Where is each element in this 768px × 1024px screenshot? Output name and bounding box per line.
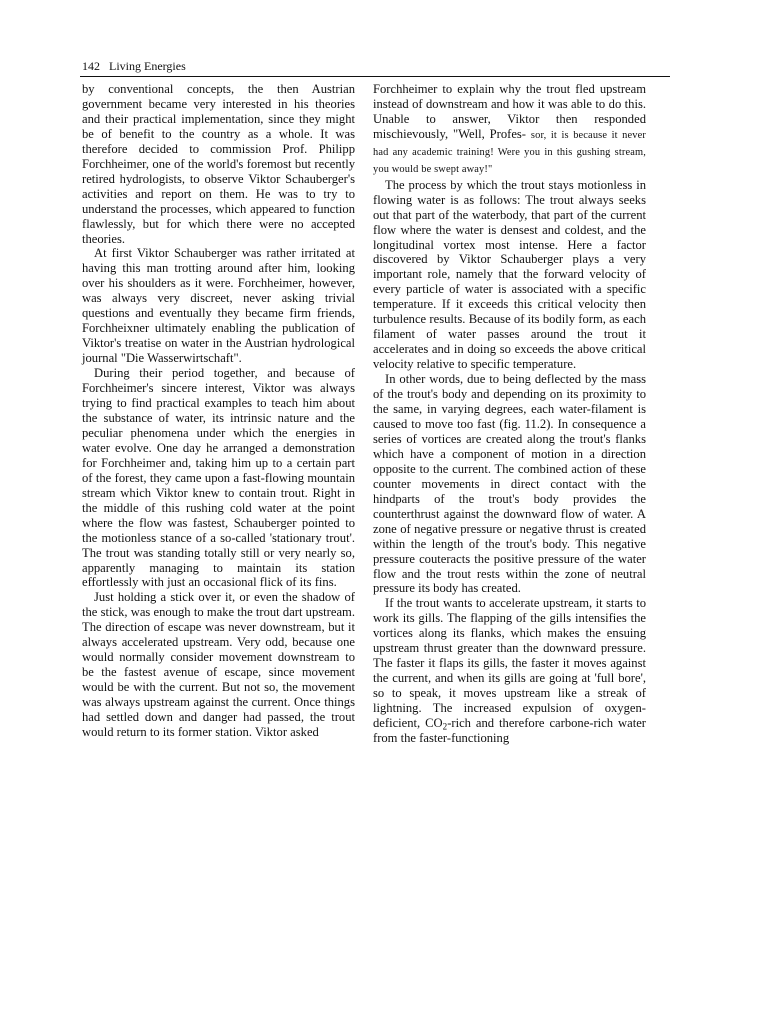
paragraph-text: Forchheimer to explain why the trout fled upstream instead of downstream and how it was able to do this. Unable to answer, Viktor then responded mischievously, "Well, Profes- <box>373 82 646 141</box>
page-number: 142 <box>82 59 100 73</box>
paragraph: Just holding a stick over it, or even the shadow of the stick, was enough to make the trout dart upstream. The direction of escape was never downstream, but it always accelerated upstream. Very odd, because one would normally consider movement downstream to be the fastest avenue of escape, since movement would be with the current. But not so, the movement was always upstream against the current. Once things had settled down and danger had passed, the trout would return to its former station. Viktor asked <box>82 590 355 739</box>
subscript: 2 <box>442 721 448 732</box>
left-column <box>82 82 355 740</box>
running-header <box>82 58 672 74</box>
paragraph <box>373 596 646 746</box>
paragraph <box>373 82 646 178</box>
paragraph-text: -rich and therefore carbone-rich water from the faster-functioning <box>373 716 646 745</box>
right-column <box>373 82 646 746</box>
paragraph: In other words, due to being deflected by the mass of the trout's body and depending on its proximity to the same, in varying degrees, each water-filament is caused to move too fast (fig. 11.2). In consequence a series of vortices are created along the trout's flanks which have a component of motion in a direction opposite to the current. The combined action of these counter movements in direct contact with the hindparts of the trout's body provides the counterthrust against the downward flow of water. A zone of negative pressure or negative thrust is created within the length of the trout's body. This negative pressure couteracts the positive pressure of the water flow and the trout rests within the zone of neutral pressure its body has created. <box>373 372 646 596</box>
running-title: Living Energies <box>109 59 186 73</box>
paragraph: At first Viktor Schauberger was rather irritated at having this man trotting around after him, looking over his shoulders as it were. Forchheimer, however, was always very discreet, never asking trivial questions and eventually they became firm friends, Forchheixner ultimately enabling the publication of Viktor's treatise on water in the Austrian hydrological journal "Die Wasserwirtschaft". <box>82 246 355 366</box>
paragraph: The process by which the trout stays motionless in flowing water is as follows: The trout always seeks out that part of the waterbody, that part of the current flow where the water is densest and coldest, and the longitudinal vortex most intense. Here a factor discovered by Viktor Schauberger plays a very important role, namely that the forward velocity of every particle of water is associated with a specific temperature. If it exceeds this critical velocity then turbulence results. Because of its bodily form, as each filament of water passes around the trout it accelerates and in doing so exceeds the above critical velocity relative to specific temperature. <box>373 177 646 372</box>
paragraph: by conventional concepts, the then Austrian government became very interested in his theories and their practical implementation, since they might be of benefit to the country as a whole. It was therefore decided to commission Prof. Philipp Forchheimer, one of the world's foremost but recently retired hydrologists, to observe Viktor Schauberger's activities and report on them. He was to try to understand the processes, which appeared to function flawlessly, but for which there were no accepted theories. <box>82 82 355 246</box>
paragraph: During their period together, and because of Forchheimer's sincere interest, Viktor was always trying to find practical examples to teach him about the substance of water, its intrinsic nature and the peculiar phenomena under which the energies in water evolve. One day he arranged a demonstration for Forchheimer and, taking him up to a certain part of the forest, they came upon a fast-flowing mountain stream which Viktor knew to contain trout. Right in the middle of this rushing cold water at the point where the flow was fastest, Schauberger pointed to the motionless stance of a so-called 'stationary trout'. The trout was standing totally still or very nearly so, apparently managing to maintain its station effortlessly with just an occasional flick of its fins. <box>82 366 355 590</box>
paragraph-small-text: sor, it is because it never had any academic training! Were you in this gushing stream, you would be swept away!" <box>373 129 647 175</box>
header-rule <box>80 76 670 77</box>
paragraph-text: If the trout wants to accelerate upstream, it starts to work its gills. The flapping of the gills intensifies the vortices along its flanks, which makes the ensuing upstream thrust greater than the downward pressure. The faster it flaps its gills, the faster it moves against the current, and when its gills are going at 'full bore', so to speak, it moves upstream like a streak of lightning. The increased expulsion of oxygen-deficient, CO <box>373 596 646 731</box>
